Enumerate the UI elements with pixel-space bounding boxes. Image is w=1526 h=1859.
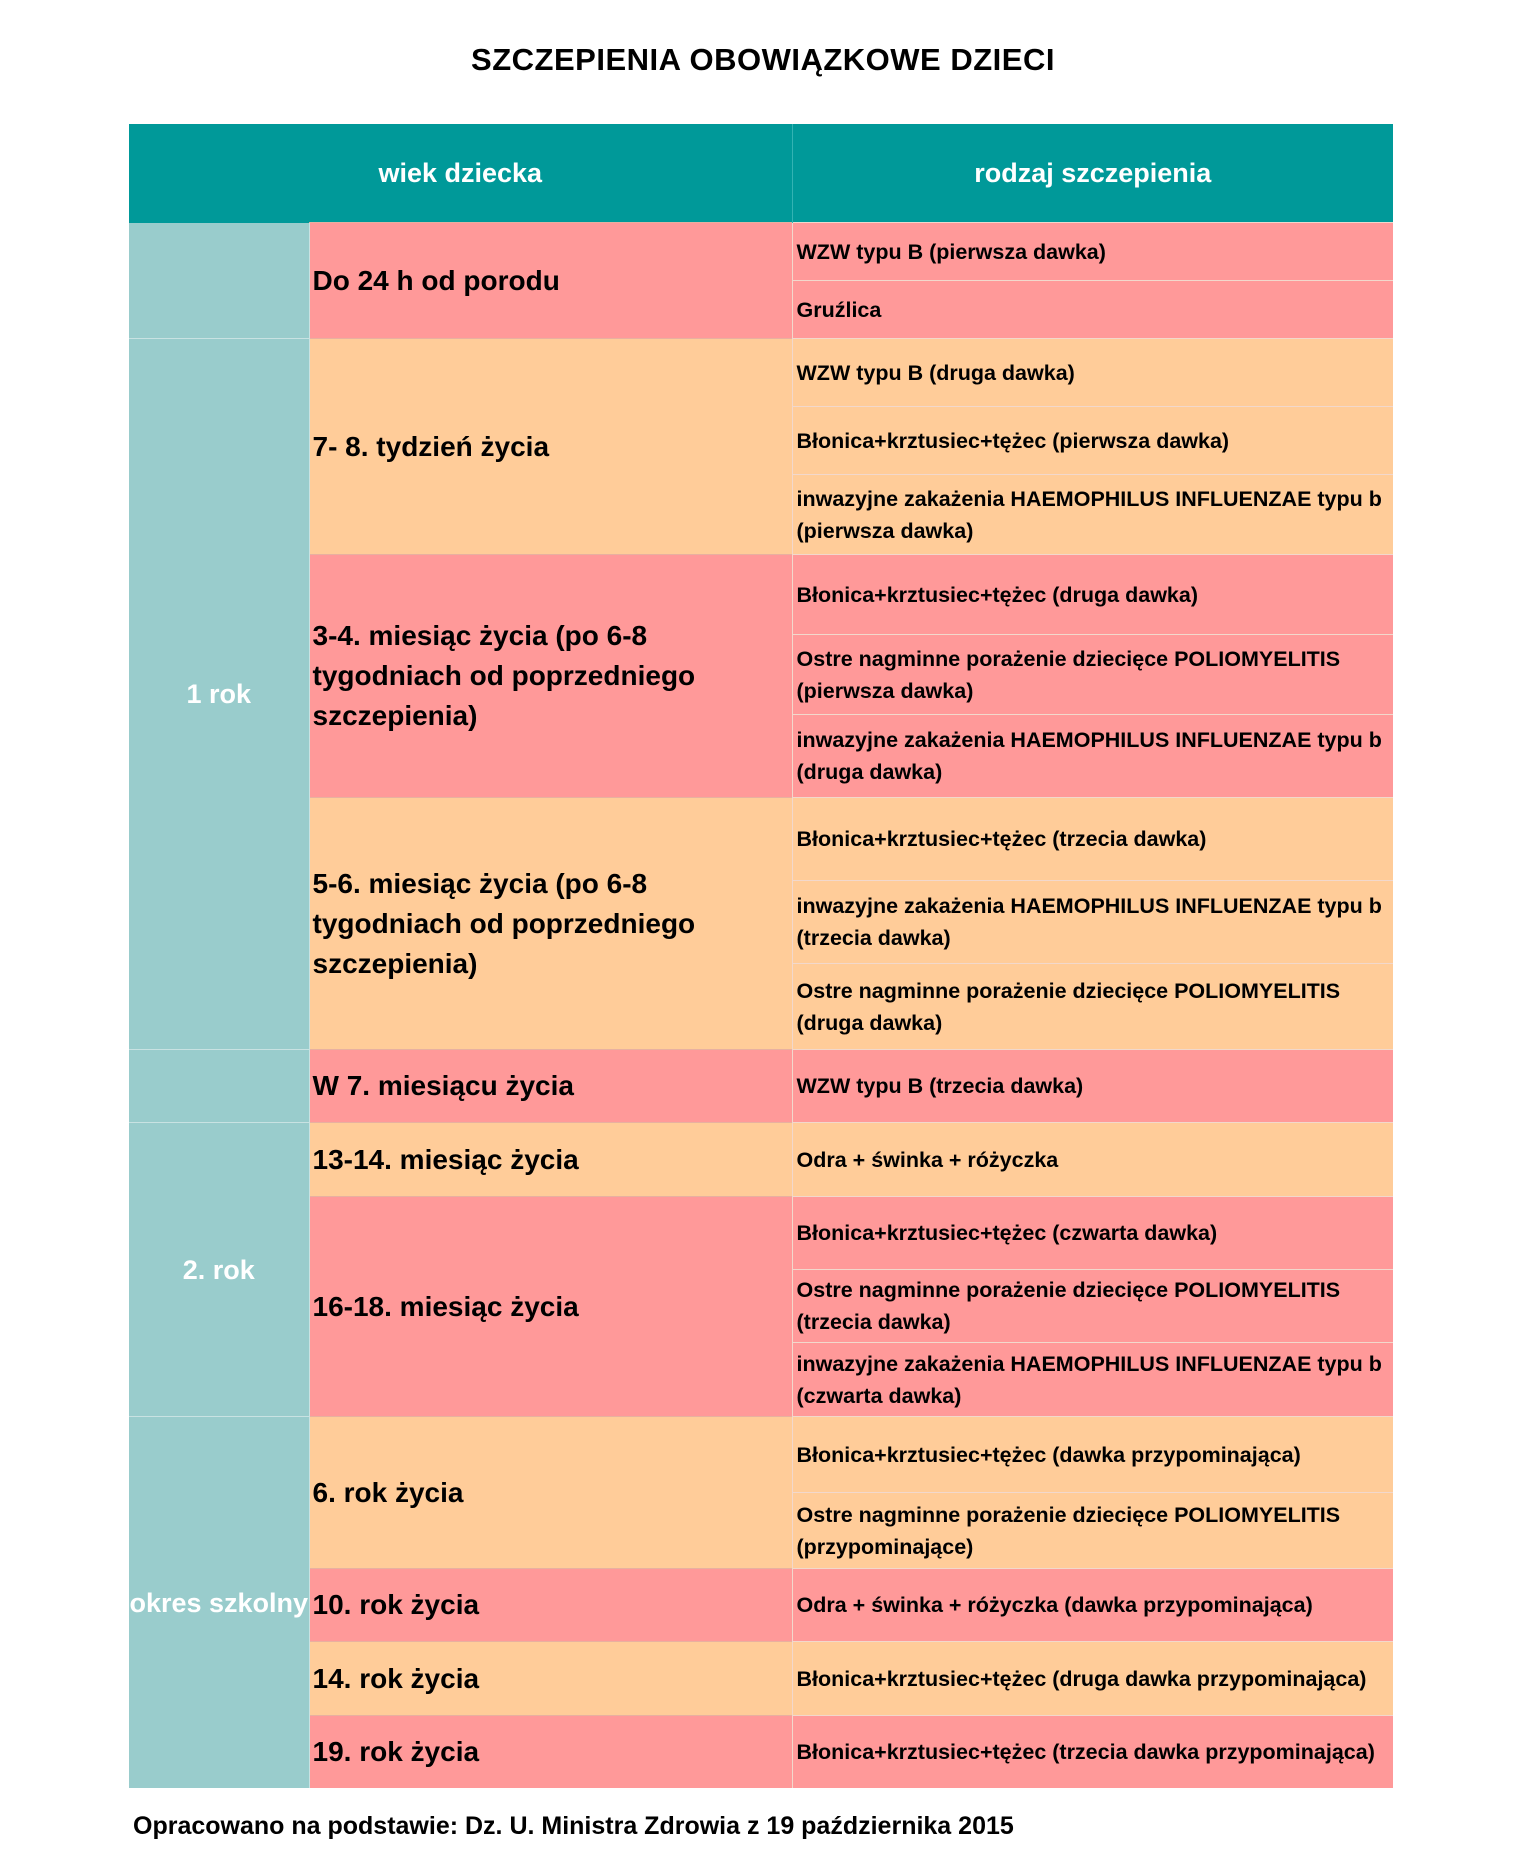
vaccine-cell: Ostre nagminne porażenie dziecięce POLIOMYELITIS (trzecia dawka) bbox=[792, 1270, 1393, 1343]
age-cell: 3-4. miesiąc życia (po 6-8 tygodniach od poprzedniego szczepienia) bbox=[309, 555, 792, 798]
vaccination-table bbox=[129, 124, 1393, 1788]
table-row bbox=[129, 1569, 1393, 1642]
period-cell-year1: 1 rok bbox=[129, 339, 309, 1050]
age-cell: 5-6. miesiąc życia (po 6-8 tygodniach od poprzedniego szczepienia) bbox=[309, 798, 792, 1050]
table-row bbox=[129, 223, 1393, 281]
source-footnote: Opracowano na podstawie: Dz. U. Ministra Zdrowia z 19 października 2015 bbox=[133, 1812, 1014, 1840]
vaccine-cell: Błonica+krztusiec+tężec (trzecia dawka) bbox=[792, 798, 1393, 881]
vaccine-cell: Ostre nagminne porażenie dziecięce POLIOMYELITIS (przypominające) bbox=[792, 1493, 1393, 1569]
vaccine-cell: WZW typu B (trzecia dawka) bbox=[792, 1050, 1393, 1123]
age-cell: 14. rok życia bbox=[309, 1642, 792, 1716]
age-cell: 19. rok życia bbox=[309, 1716, 792, 1789]
table-row bbox=[129, 1197, 1393, 1270]
vaccine-column-header: rodzaj szczepienia bbox=[792, 124, 1393, 223]
vaccine-cell: WZW typu B (pierwsza dawka) bbox=[792, 223, 1393, 281]
period-cell-school: okres szkolny bbox=[129, 1417, 309, 1789]
vaccine-cell: inwazyjne zakażenia HAEMOPHILUS INFLUENZAE typu b (czwarta dawka) bbox=[792, 1343, 1393, 1417]
vaccine-cell: Błonica+krztusiec+tężec (pierwsza dawka) bbox=[792, 407, 1393, 475]
vaccine-cell: Odra + świnka + różyczka bbox=[792, 1123, 1393, 1197]
vaccine-cell: Błonica+krztusiec+tężec (trzecia dawka przypominająca) bbox=[792, 1716, 1393, 1789]
vaccine-cell: Błonica+krztusiec+tężec (druga dawka przypominająca) bbox=[792, 1642, 1393, 1716]
vaccine-cell: inwazyjne zakażenia HAEMOPHILUS INFLUENZAE typu b (druga dawka) bbox=[792, 715, 1393, 798]
table-row bbox=[129, 1050, 1393, 1123]
vaccine-cell: Ostre nagminne porażenie dziecięce POLIOMYELITIS (pierwsza dawka) bbox=[792, 635, 1393, 715]
age-cell: 16-18. miesiąc życia bbox=[309, 1197, 792, 1417]
vaccine-cell: inwazyjne zakażenia HAEMOPHILUS INFLUENZAE typu b (pierwsza dawka) bbox=[792, 475, 1393, 555]
period-cell-year2: 2. rok bbox=[129, 1123, 309, 1417]
table-header-row bbox=[129, 124, 1393, 223]
vaccine-cell: Gruźlica bbox=[792, 281, 1393, 339]
age-column-header: wiek dziecka bbox=[129, 124, 792, 223]
age-cell: 6. rok życia bbox=[309, 1417, 792, 1569]
age-cell: 13-14. miesiąc życia bbox=[309, 1123, 792, 1197]
vaccine-cell: WZW typu B (druga dawka) bbox=[792, 339, 1393, 407]
period-cell-empty bbox=[129, 1050, 309, 1123]
age-cell: 7- 8. tydzień życia bbox=[309, 339, 792, 555]
table-row bbox=[129, 1417, 1393, 1493]
table-row bbox=[129, 1123, 1393, 1197]
vaccine-cell: Ostre nagminne porażenie dziecięce POLIOMYELITIS (druga dawka) bbox=[792, 964, 1393, 1050]
table-row bbox=[129, 555, 1393, 635]
vaccine-cell: Błonica+krztusiec+tężec (druga dawka) bbox=[792, 555, 1393, 635]
vaccine-cell: Odra + świnka + różyczka (dawka przypominająca) bbox=[792, 1569, 1393, 1642]
table-row bbox=[129, 1716, 1393, 1789]
period-cell-empty bbox=[129, 223, 309, 339]
table-row bbox=[129, 339, 1393, 407]
vaccine-cell: Błonica+krztusiec+tężec (czwarta dawka) bbox=[792, 1197, 1393, 1270]
age-cell: Do 24 h od porodu bbox=[309, 223, 792, 339]
age-cell: W 7. miesiącu życia bbox=[309, 1050, 792, 1123]
vaccine-cell: Błonica+krztusiec+tężec (dawka przypominająca) bbox=[792, 1417, 1393, 1493]
age-cell: 10. rok życia bbox=[309, 1569, 792, 1642]
table-row bbox=[129, 798, 1393, 881]
table-row bbox=[129, 1642, 1393, 1716]
vaccine-cell: inwazyjne zakażenia HAEMOPHILUS INFLUENZAE typu b (trzecia dawka) bbox=[792, 881, 1393, 964]
page-title: SZCZEPIENIA OBOWIĄZKOWE DZIECI bbox=[471, 42, 1055, 77]
